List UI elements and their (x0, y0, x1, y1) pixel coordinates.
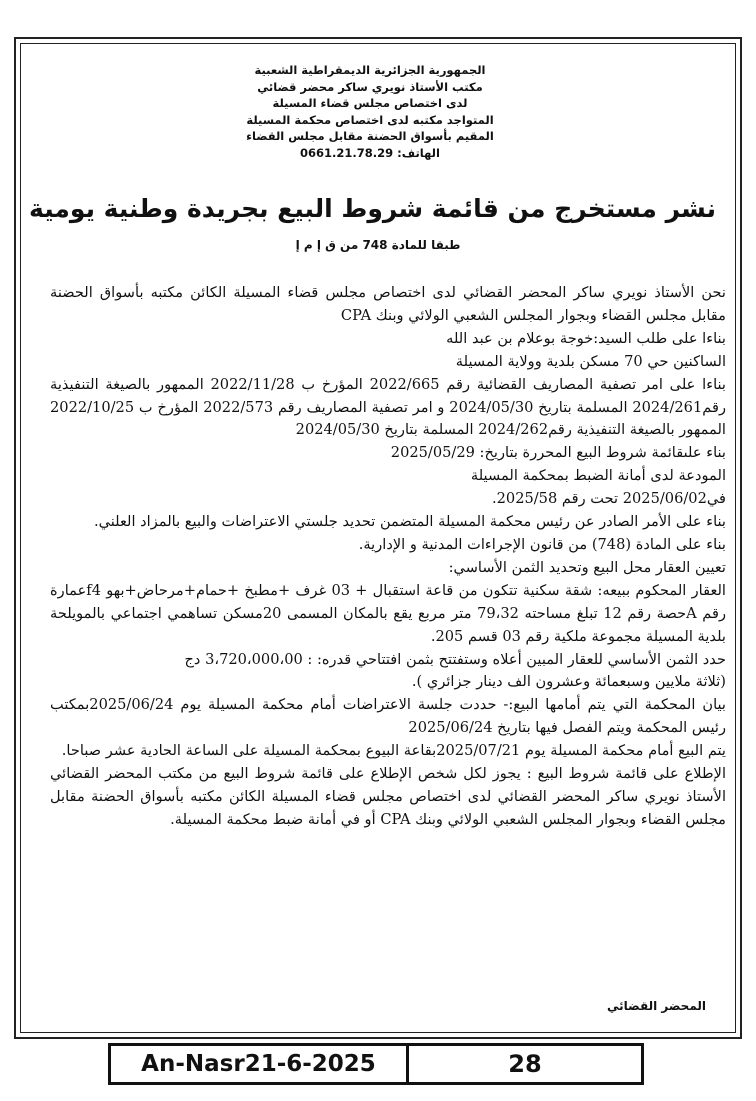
office-header (220, 62, 520, 162)
body-paragraph: نحن الأستاذ نويري ساكر المحضر القضائي لدى اختصاص مجلس قضاء المسيلة الكائن مكتبه بأسواق الحضنة مقابل مجلس القضاء وبجوار المجلس الشعبي الولائي وبنك CPA (50, 284, 726, 324)
header-line: المقيم بأسواق الحضنة مقابل مجلس القضاء (246, 129, 494, 144)
notice-body (50, 282, 726, 832)
body-paragraph: بناء علىقائمة شروط البيع المحررة بتاريخ: 2025/05/29 (390, 444, 726, 462)
body-paragraph: بناءا على طلب السيد:خوجة بوعلام بن عبد الله (446, 329, 726, 347)
page-footer (108, 1043, 644, 1085)
notice-subtitle: طبقا للمادة 748 من ق إ م إ (295, 238, 461, 252)
body-paragraph: في2025/06/02 تحت رقم 2025/58. (491, 490, 726, 508)
notice-title: نشر مستخرج من قائمة شروط البيع بجريدة وطنية يومية (29, 194, 716, 223)
header-line: المتواجد مكتبه لدى اختصاص محكمة المسيلة (246, 112, 494, 127)
body-paragraph: بناء على الأمر الصادر عن رئيس محكمة المسيلة المتضمن تحديد جلستي الاعتراضات والبيع بالمزاد العلني. (93, 513, 726, 531)
header-line: الهاتف: 0661.21.78.29 (300, 145, 440, 160)
body-paragraph: العقار المحكوم ببيعه: شقة سكنية تتكون من قاعة استقبال + 03 غرف +مطبخ +حمام+مرحاض+بهو f4عمارة رقم Aحصة رقم 12 تبلغ مساحته 79،32 متر مربع يقع بالمكان المسمى 20مسكن تساهمي اجتماعي بالمويلحة بلدية المسيلة مجموعة ملكية رقم 03 قسم 205. (50, 581, 726, 645)
body-paragraph: يتم البيع أمام محكمة المسيلة يوم 2025/07/21بقاعة البيوع بمحكمة المسيلة على الساعة الحادية عشر صباحا. (61, 742, 726, 760)
body-paragraph: بيان المحكمة التي يتم أمامها البيع:- حددت جلسة الاعتراضات أمام محكمة المسيلة يوم 2025/06/24بمكتب رئيس المحكمة ويتم الفصل فيها بتاريخ 2025/06/24 (50, 696, 726, 737)
body-paragraph: بناءا على امر تصفية المصاريف القضائية رقم 2022/665 المؤرخ ب 2022/11/28 الممهور بالصيغة التنفيذية رقم2024/261 المسلمة بتاريخ 2024/05/30 و امر تصفية المصاريف رقم 2022/573 المؤرخ ب 2022/10/25 الممهور بالصيغة التنفيذية رقم2024/262 المسلمة بتاريخ 2024/05/30 (50, 375, 726, 439)
body-paragraph: تعيين العقار محل البيع وتحديد الثمن الأساسي: (448, 558, 726, 576)
header-line: مكتب الأستاذ نويري ساكر محضر قضائي (257, 79, 483, 94)
page-number: 28 (508, 1050, 542, 1078)
signature: المحضر القضائي (606, 999, 706, 1013)
body-paragraph: بناء على المادة (748) من قانون الإجراءات المدنية و الإدارية. (358, 535, 726, 553)
publication-date: An-Nasr21-6-2025 (111, 1046, 409, 1082)
body-paragraph: حدد الثمن الأساسي للعقار المبين أعلاه وستفتتح بثمن افتتاحي قدره: : 3،720،000،00 دج (184, 650, 726, 668)
header-line: لدى اختصاص مجلس قضاء المسيلة (272, 96, 468, 111)
body-paragraph: الساكنين حي 70 مسكن بلدية وولاية المسيلة (455, 352, 726, 370)
header-line: الجمهورية الجزائرية الديمقراطية الشعبية (254, 63, 486, 77)
body-paragraph: (ثلاثة ملايين وسبعمائة وعشرون الف دينار جزائري ). (411, 673, 726, 691)
body-paragraph: المودعة لدى أمانة الضبط بمحكمة المسيلة (470, 467, 726, 485)
body-paragraph: الإطلاع على قائمة شروط البيع : يجوز لكل شخص الإطلاع على قائمة شروط البيع من مكتب المحضر القضائي الأستاذ نويري ساكر المحضر القضائي لدى اختصاص مجلس قضاء المسيلة الكائن مكتبه بأسواق الحضنة مقابل مجلس القضاء وبجوار المجلس الشعبي الولائي وبنك CPA أو في أمانة ضبط محكمة المسيلة. (50, 765, 726, 828)
